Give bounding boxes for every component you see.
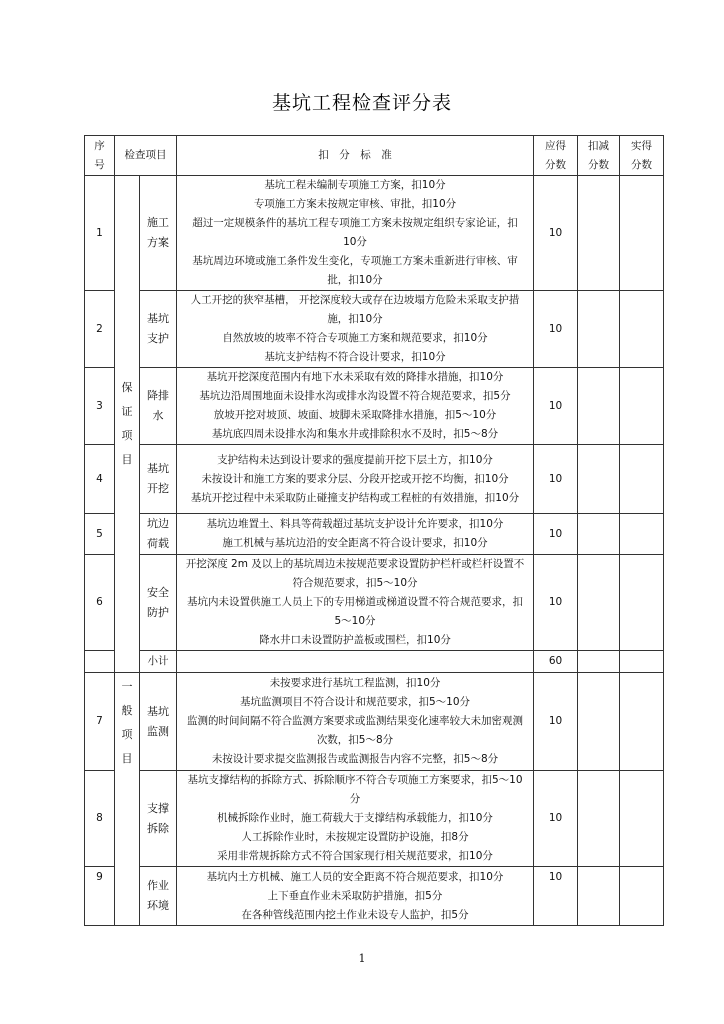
row-due-score: 10 — [534, 368, 578, 445]
row-seq: 6 — [85, 555, 115, 651]
row-standard: 支护结构未达到设计要求的强度提前开挖下层土方，扣10分 未按设计和施工方案的要求分层、分段开挖或开挖不均衡，扣10分 基坑开挖过程中未采取防止碰撞支护结构或工程桩的有效措施，扣10分 — [177, 445, 534, 514]
row-standard: 基坑开挖深度范围内有地下水未采取有效的降排水措施，扣10分 基坑边沿周围地面未设排水沟或排水沟设置不符合规范要求，扣5分 放坡开挖对坡顶、坡面、坡脚未采取降排水措施，扣5～10分 基坑底四周未设排水沟和集水井或排除积水不及时，扣5～8分 — [177, 368, 534, 445]
header-check-item: 检查项目 — [115, 136, 177, 176]
row-deduct-score[interactable] — [578, 368, 620, 445]
row-deduct-score[interactable] — [578, 176, 620, 291]
row-seq: 1 — [85, 176, 115, 291]
subtotal-row — [85, 651, 664, 673]
row-deduct-score[interactable] — [578, 291, 620, 368]
table-header-row — [85, 136, 664, 176]
row-deduct-score[interactable] — [578, 673, 620, 771]
row-actual-score[interactable] — [620, 771, 664, 867]
subtotal-label: 小计 — [140, 651, 177, 673]
header-due-score: 应得 分数 — [534, 136, 578, 176]
table-row — [85, 867, 664, 926]
row-actual-score[interactable] — [620, 445, 664, 514]
row-deduct-score[interactable] — [578, 555, 620, 651]
row-actual-score[interactable] — [620, 176, 664, 291]
row-item-name: 降排 水 — [140, 368, 177, 445]
row-standard: 基坑工程未编制专项施工方案，扣10分 专项施工方案未按规定审核、审批，扣10分 超过一定规模条件的基坑工程专项施工方案未按规定组织专家论证，扣 10分 基坑周边环境或施工条件发生变化，专项施工方案未重新进行审核、审 批，扣10分 — [177, 176, 534, 291]
header-deduct-score: 扣减 分数 — [578, 136, 620, 176]
subtotal-standard — [177, 651, 534, 673]
row-item-name: 支撑 拆除 — [140, 771, 177, 867]
row-item-name: 坑边 荷载 — [140, 514, 177, 555]
row-seq: 7 — [85, 673, 115, 771]
page-number: 1 — [358, 952, 366, 965]
row-seq: 5 — [85, 514, 115, 555]
row-standard: 基坑支撑结构的拆除方式、拆除顺序不符合专项施工方案要求，扣5～10 分 机械拆除作业时，施工荷载大于支撑结构承载能力，扣10分 人工拆除作业时，未按规定设置防护设施，扣8分 采用非常规拆除方式不符合国家现行相关规范要求，扣10分 — [177, 771, 534, 867]
row-item-name: 基坑 开挖 — [140, 445, 177, 514]
row-deduct-score[interactable] — [578, 771, 620, 867]
row-due-score: 10 — [534, 771, 578, 867]
row-seq: 4 — [85, 445, 115, 514]
row-standard: 人工开挖的狭窄基槽， 开挖深度较大或存在边坡塌方危险未采取支护措 施，扣10分 自然放坡的坡率不符合专项施工方案和规范要求，扣10分 基坑支护结构不符合设计要求，扣10分 — [177, 291, 534, 368]
row-item-name: 施工 方案 — [140, 176, 177, 291]
row-due-score: 10 — [534, 867, 578, 926]
row-due-score: 10 — [534, 673, 578, 771]
row-actual-score[interactable] — [620, 514, 664, 555]
row-standard: 开挖深度 2m 及以上的基坑周边未按规范要求设置防护栏杆或栏杆设置不 符合规范要求，扣5～10分 基坑内未设置供施工人员上下的专用梯道或梯道设置不符合规范要求，扣 5～10分 降水井口未设置防护盖板或围栏，扣10分 — [177, 555, 534, 651]
table-row — [85, 445, 664, 514]
row-due-score: 10 — [534, 291, 578, 368]
row-actual-score[interactable] — [620, 673, 664, 771]
row-actual-score[interactable] — [620, 555, 664, 651]
table-row — [85, 291, 664, 368]
row-standard: 基坑内土方机械、施工人员的安全距离不符合规范要求，扣10分 上下垂直作业未采取防护措施，扣5分 在各种管线范围内挖土作业未设专人监护，扣5分 — [177, 867, 534, 926]
row-deduct-score[interactable] — [578, 514, 620, 555]
group-general-items: 一 般 项 目 — [115, 673, 140, 926]
table-row — [85, 514, 664, 555]
row-due-score: 10 — [534, 176, 578, 291]
row-actual-score[interactable] — [620, 291, 664, 368]
row-deduct-score[interactable] — [578, 445, 620, 514]
header-seq: 序 号 — [85, 136, 115, 176]
subtotal-deduct-score[interactable] — [578, 651, 620, 673]
row-standard: 基坑边堆置土、料具等荷载超过基坑支护设计允许要求，扣10分 施工机械与基坑边沿的安全距离不符合设计要求，扣10分 — [177, 514, 534, 555]
row-item-name: 基坑 监测 — [140, 673, 177, 771]
row-item-name: 基坑 支护 — [140, 291, 177, 368]
row-seq: 9 — [85, 867, 115, 926]
table-row — [85, 673, 664, 771]
row-actual-score[interactable] — [620, 867, 664, 926]
row-item-name: 作业 环境 — [140, 867, 177, 926]
page-title: 基坑工程检查评分表 — [271, 92, 452, 114]
table-row — [85, 368, 664, 445]
row-seq: 3 — [85, 368, 115, 445]
row-seq: 2 — [85, 291, 115, 368]
subtotal-actual-score[interactable] — [620, 651, 664, 673]
group-guarantee-items: 保 证 项 目 — [115, 176, 140, 673]
inspection-score-table — [84, 135, 664, 926]
row-standard: 未按要求进行基坑工程监测，扣10分 基坑监测项目不符合设计和规范要求，扣5～10分 监测的时间间隔不符合监测方案要求或监测结果变化速率较大未加密观测 次数，扣5～8分 未按设计要求提交监测报告或监测报告内容不完整，扣5～8分 — [177, 673, 534, 771]
row-item-name: 安全 防护 — [140, 555, 177, 651]
row-due-score: 10 — [534, 445, 578, 514]
row-deduct-score[interactable] — [578, 867, 620, 926]
header-standard: 扣 分 标 准 — [177, 136, 534, 176]
subtotal-score: 60 — [534, 651, 578, 673]
table-row — [85, 176, 664, 291]
header-actual-score: 实得 分数 — [620, 136, 664, 176]
table-row — [85, 555, 664, 651]
row-due-score: 10 — [534, 555, 578, 651]
row-due-score: 10 — [534, 514, 578, 555]
row-seq: 8 — [85, 771, 115, 867]
subtotal-seq — [85, 651, 115, 673]
table-row — [85, 771, 664, 867]
row-actual-score[interactable] — [620, 368, 664, 445]
